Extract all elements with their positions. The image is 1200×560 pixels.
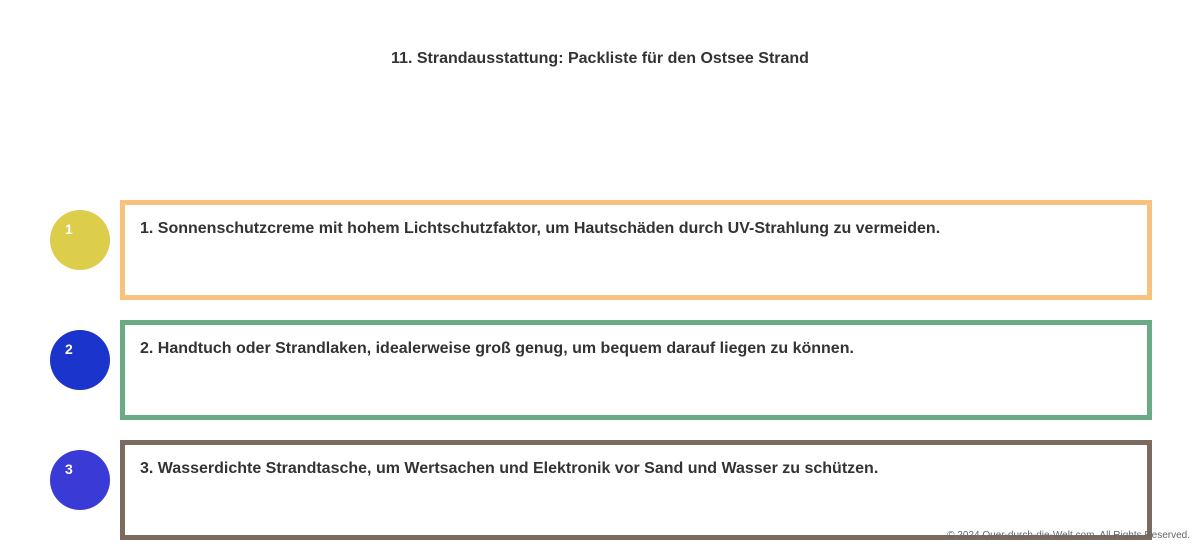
item-number: 3 xyxy=(65,461,73,477)
item-box xyxy=(120,200,1152,300)
item-text: 2. Handtuch oder Strandlaken, idealerweise groß genug, um bequem darauf liegen zu können. xyxy=(140,340,854,357)
number-circle xyxy=(50,450,110,510)
item-text: 3. Wasserdichte Strandtasche, um Wertsachen und Elektronik vor Sand und Wasser zu schützen. xyxy=(140,460,879,477)
page-title: 11. Strandausstattung: Packliste für den Ostsee Strand xyxy=(391,50,809,67)
item-box xyxy=(120,440,1152,540)
number-circle xyxy=(50,330,110,390)
number-circle xyxy=(50,210,110,270)
copyright-footer: © 2024 Quer-durch-die-Welt.com. All Rights Reserved. xyxy=(947,530,1190,541)
list-item xyxy=(0,320,1200,420)
item-box xyxy=(120,320,1152,420)
item-number: 2 xyxy=(65,341,73,357)
list-item xyxy=(0,200,1200,300)
item-text: 1. Sonnenschutzcreme mit hohem Lichtschutzfaktor, um Hautschäden durch UV-Strahlung zu vermeiden. xyxy=(140,220,941,237)
list-item xyxy=(0,440,1200,540)
item-number: 1 xyxy=(65,221,73,237)
